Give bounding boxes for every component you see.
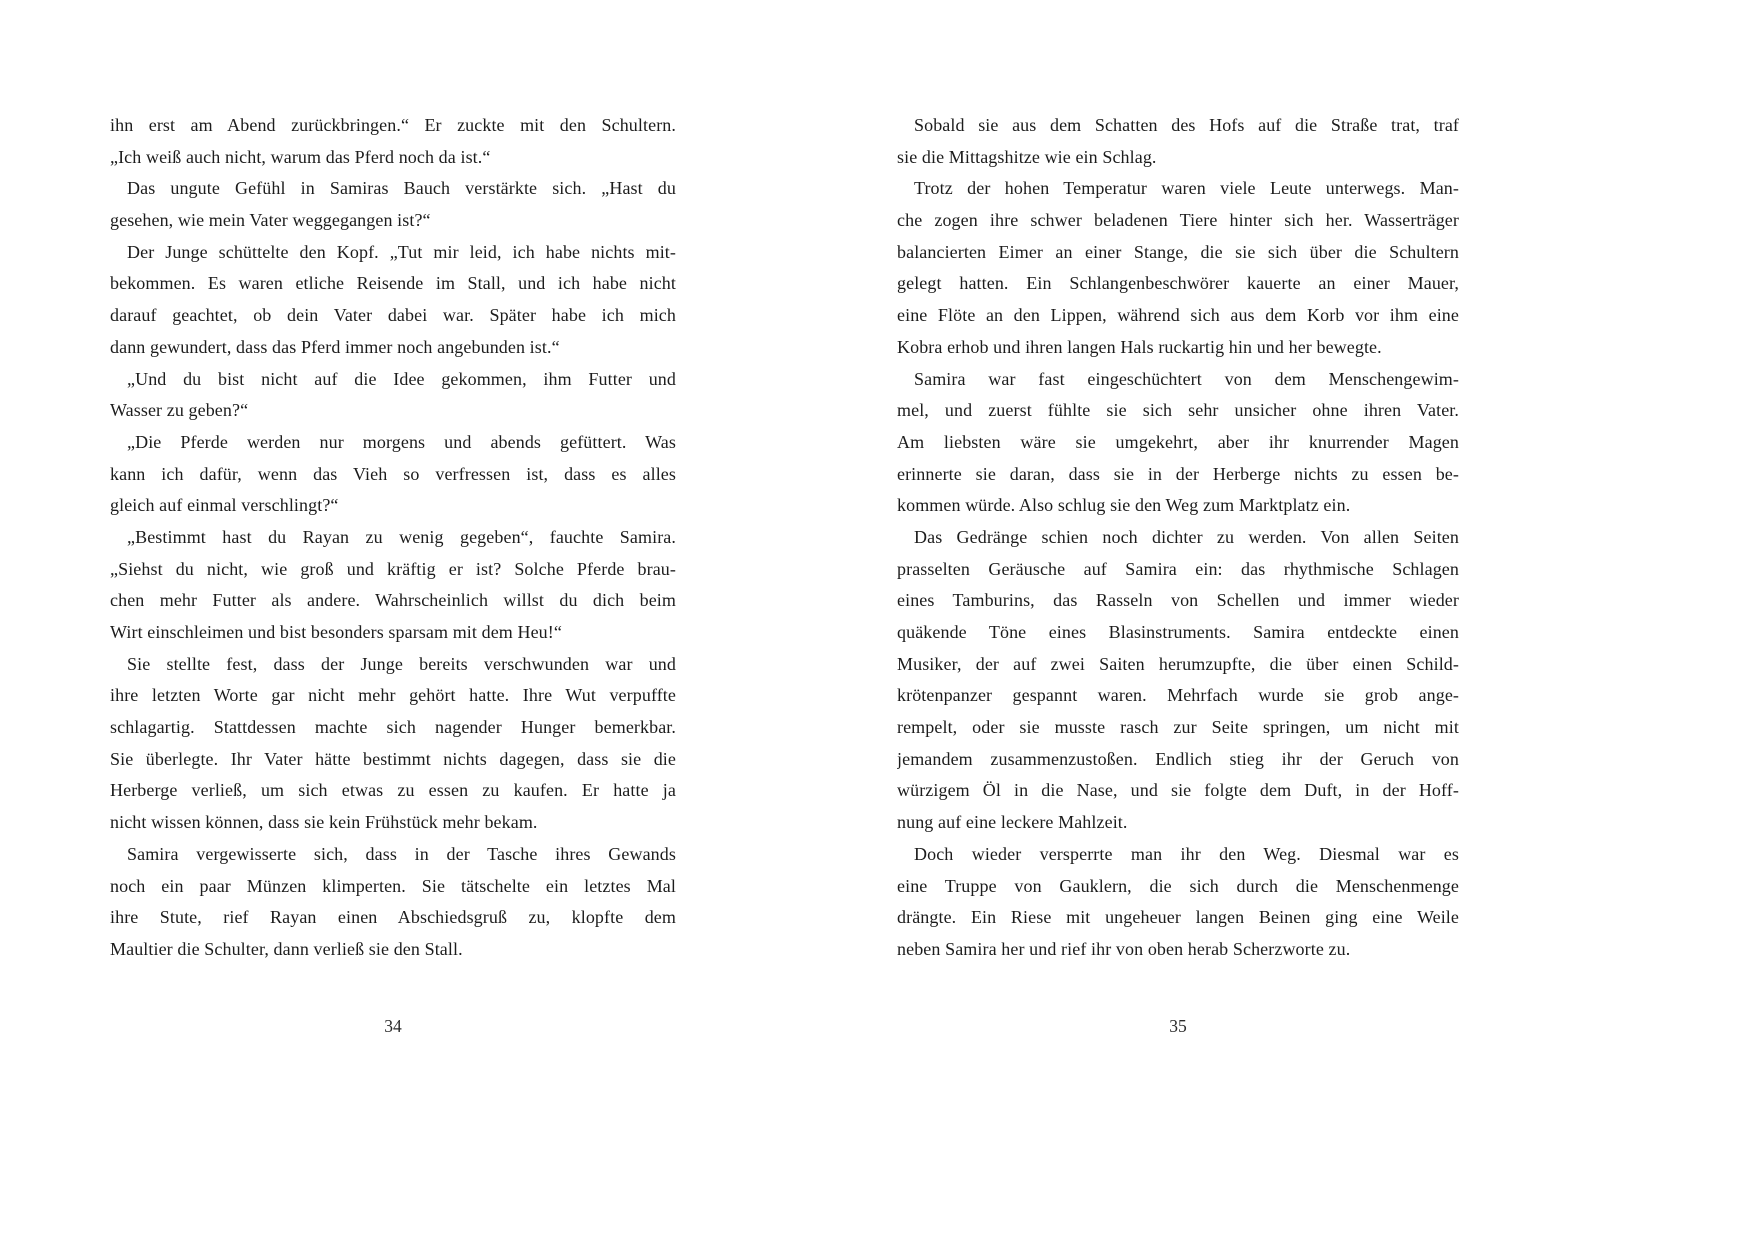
text-line: Samira war fast eingeschüchtert von dem Menschengewim- (914, 368, 1459, 389)
text-line: noch ein paar Münzen klimperten. Sie tätschelte ein letztes Mal (110, 875, 676, 896)
text-line: Musiker, der auf zwei Saiten herumzupfte, die über einen Schild- (897, 653, 1459, 674)
page-left-text-column (110, 110, 676, 966)
text-line: Herberge verließ, um sich etwas zu essen zu kaufen. Er hatte ja (110, 780, 676, 801)
text-line: Doch wieder versperrte man ihr den Weg. Diesmal war es (914, 843, 1459, 864)
text-line: „Und du bist nicht auf die Idee gekommen, ihm Futter und (127, 368, 676, 389)
text-line: jemandem zusammenzustoßen. Endlich stieg ihr der Geruch von (897, 748, 1459, 769)
text-line: ihn erst am Abend zurückbringen.“ Er zuckte mit den Schultern. (110, 115, 676, 135)
text-line: ihre Stute, rief Rayan einen Abschiedsgruß zu, klopfte dem (110, 907, 676, 928)
text-line: neben Samira her und rief ihr von oben herab Scherzworte zu. (897, 938, 1351, 959)
text-line: bekommen. Es waren etliche Reisende im Stall, und ich habe nicht (110, 273, 676, 294)
text-line: nicht wissen können, dass sie kein Frühstück mehr bekam. (110, 812, 538, 833)
text-line: Samira vergewisserte sich, dass in der Tasche ihres Gewands (127, 843, 676, 864)
page-number-left: 34 (384, 1016, 402, 1036)
text-line: Sobald sie aus dem Schatten des Hofs auf die Straße trat, traf (914, 115, 1459, 135)
text-line: Kobra erhob und ihren langen Hals ruckartig hin und her bewegte. (897, 336, 1382, 357)
text-line: würzigem Öl in die Nase, und sie folgte dem Duft, in der Hoff- (897, 780, 1459, 801)
text-line: Maultier die Schulter, dann verließ sie den Stall. (110, 938, 463, 959)
text-line: kann ich dafür, wenn das Vieh so verfressen ist, dass es alles (110, 463, 676, 484)
text-line: gleich auf einmal verschlingt?“ (110, 495, 339, 516)
text-line: gelegt hatten. Ein Schlangenbeschwörer kauerte an einer Mauer, (897, 273, 1459, 294)
text-line: Sie überlegte. Ihr Vater hätte bestimmt nichts dagegen, dass sie die (110, 748, 676, 769)
text-line: Trotz der hohen Temperatur waren viele Leute unterwegs. Man- (914, 178, 1459, 199)
text-line: rempelt, oder sie musste rasch zur Seite springen, um nicht mit (897, 717, 1459, 738)
text-line: kommen würde. Also schlug sie den Weg zum Marktplatz ein. (897, 495, 1351, 516)
text-line: Wirt einschleimen und bist besonders sparsam mit dem Heu!“ (110, 622, 562, 642)
text-line: Das ungute Gefühl in Samiras Bauch verstärkte sich. „Hast du (127, 178, 676, 199)
text-line: Sie stellte fest, dass der Junge bereits verschwunden war und (127, 653, 676, 674)
text-line: erinnerte sie daran, dass sie in der Herberge nichts zu essen be- (897, 463, 1459, 484)
text-line: nung auf eine leckere Mahlzeit. (897, 812, 1128, 833)
text-line: Der Junge schüttelte den Kopf. „Tut mir leid, ich habe nichts mit- (127, 241, 676, 262)
text-line: krötenpanzer gespannt waren. Mehrfach wurde sie grob ange- (897, 685, 1459, 706)
text-line: eines Tamburins, das Rasseln von Schellen und immer wieder (897, 590, 1459, 611)
text-line: schlagartig. Stattdessen machte sich nagender Hunger bemerkbar. (110, 717, 676, 738)
text-line: prasselten Geräusche auf Samira ein: das rhythmische Schlagen (897, 558, 1459, 579)
page-right-text-column (897, 110, 1459, 966)
text-line: „Siehst du nicht, wie groß und kräftig er ist? Solche Pferde brau- (110, 558, 676, 579)
text-line: che zogen ihre schwer beladenen Tiere hinter sich her. Wasserträger (897, 210, 1459, 231)
text-line: chen mehr Futter als andere. Wahrscheinlich willst du dich beim (110, 590, 676, 611)
text-line: balancierten Eimer an einer Stange, die sie sich über die Schultern (897, 241, 1459, 262)
text-line: Wasser zu geben?“ (110, 400, 249, 421)
text-line: sie die Mittagshitze wie ein Schlag. (897, 146, 1157, 167)
text-line: eine Flöte an den Lippen, während sich aus dem Korb vor ihm eine (897, 305, 1459, 326)
text-line: darauf geachtet, ob dein Vater dabei war. Später habe ich mich (110, 305, 676, 326)
text-line: „Bestimmt hast du Rayan zu wenig gegeben“, fauchte Samira. (127, 526, 676, 547)
text-line: ihre letzten Worte gar nicht mehr gehört hatte. Ihre Wut verpuffte (110, 685, 676, 706)
text-line: Am liebsten wäre sie umgekehrt, aber ihr knurrender Magen (897, 431, 1459, 452)
text-line: quäkende Töne eines Blasinstruments. Samira entdeckte einen (897, 622, 1459, 642)
text-line: „Ich weiß auch nicht, warum das Pferd noch da ist.“ (110, 146, 491, 167)
text-line: gesehen, wie mein Vater weggegangen ist?“ (110, 210, 431, 231)
text-line: „Die Pferde werden nur morgens und abends gefüttert. Was (127, 431, 676, 452)
text-line: eine Truppe von Gauklern, die sich durch die Menschenmenge (897, 875, 1459, 896)
text-line: drängte. Ein Riese mit ungeheuer langen Beinen ging eine Weile (897, 907, 1459, 928)
page-number-right: 35 (1169, 1016, 1187, 1036)
text-line: mel, und zuerst fühlte sie sich sehr unsicher ohne ihren Vater. (897, 400, 1459, 421)
text-line: Das Gedränge schien noch dichter zu werden. Von allen Seiten (914, 526, 1459, 547)
text-line: dann gewundert, dass das Pferd immer noch angebunden ist.“ (110, 336, 560, 357)
